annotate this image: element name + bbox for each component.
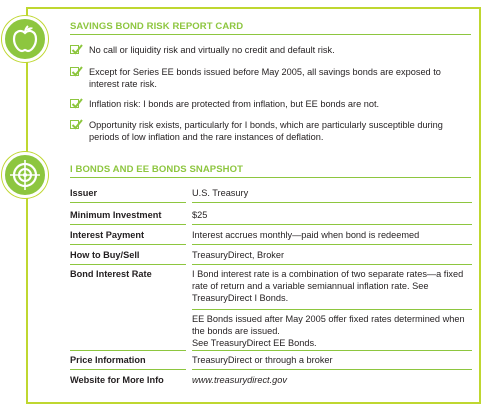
snapshot-value: EE Bonds issued after May 2005 offer fixed rates determined when the bonds are issued. — [192, 314, 465, 336]
risk-card-title-rule — [70, 34, 471, 35]
snapshot-label: Website for More Info — [70, 375, 164, 385]
row-divider — [192, 244, 472, 245]
snapshot-label: Minimum Investment — [70, 210, 162, 220]
row-divider — [70, 244, 186, 245]
checkmark-icon — [70, 99, 79, 108]
risk-item-text: No call or liquidity risk and virtually no credit and default risk. — [89, 45, 335, 55]
snapshot-value: TreasuryDirect or through a broker — [192, 355, 333, 365]
risk-item-text: Opportunity risk exists, particularly for I bonds, which are particularly susceptible during periods of low inflation and the rare instances of deflation. — [89, 120, 443, 142]
row-divider — [192, 309, 472, 310]
snapshot-label: How to Buy/Sell — [70, 250, 140, 260]
row-divider — [70, 202, 186, 203]
checkmark-icon — [70, 120, 79, 129]
checkmark-icon — [70, 45, 79, 54]
snapshot-label: Interest Payment — [70, 230, 145, 240]
risk-item-text: Except for Series EE bonds issued before May 2005, all savings bonds are exposed to interest rate risk. — [89, 67, 441, 89]
row-divider — [192, 224, 472, 225]
target-icon — [2, 152, 48, 198]
snapshot-value: U.S. Treasury — [192, 188, 249, 198]
snapshot-label: Issuer — [70, 188, 98, 198]
row-divider — [192, 369, 472, 370]
snapshot-value: I Bond interest rate is a combination of two separate rates—a fixed rate of return and a variable semiannual inflation rate. See TreasuryDirect I Bonds. — [192, 269, 464, 303]
row-divider — [192, 264, 472, 265]
risk-card-title: SAVINGS BOND RISK REPORT CARD — [70, 21, 244, 32]
snapshot-value: TreasuryDirect, Broker — [192, 250, 285, 260]
apple-icon — [2, 16, 48, 62]
row-divider — [192, 350, 472, 351]
risk-item-text: Inflation risk: I bonds are protected from inflation, but EE bonds are not. — [89, 99, 380, 109]
snapshot-title-rule — [70, 177, 471, 178]
snapshot-title: I BONDS AND EE BONDS SNAPSHOT — [70, 164, 244, 175]
row-divider — [192, 202, 472, 203]
row-divider — [70, 224, 186, 225]
snapshot-label: Price Information — [70, 355, 146, 365]
website-link[interactable]: www.treasurydirect.gov — [192, 375, 287, 385]
snapshot-label: Bond Interest Rate — [70, 269, 152, 279]
snapshot-value: $25 — [192, 210, 208, 220]
snapshot-value: See TreasuryDirect EE Bonds. — [192, 338, 317, 348]
row-divider — [70, 350, 186, 351]
row-divider — [70, 369, 186, 370]
checkmark-icon — [70, 67, 79, 76]
snapshot-value: Interest accrues monthly—paid when bond is redeemed — [192, 230, 420, 240]
row-divider — [70, 264, 186, 265]
